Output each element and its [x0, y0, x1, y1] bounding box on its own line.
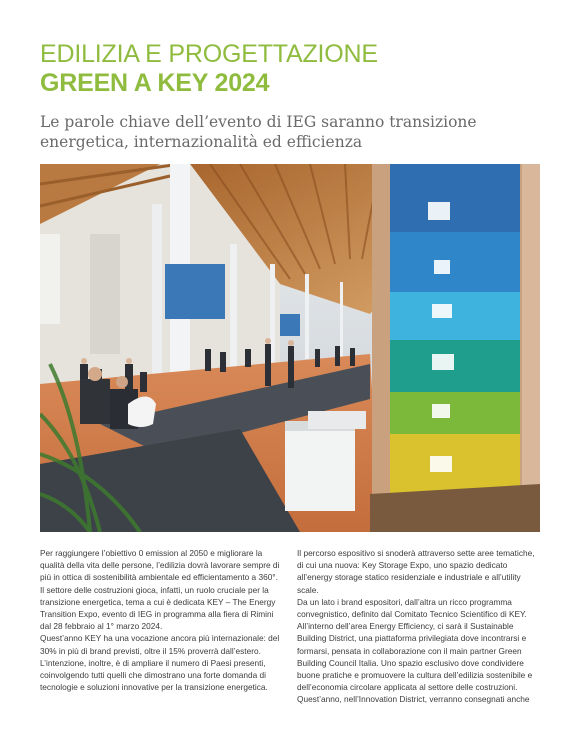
title-line-1: EDILIZIA E PROGETTAZIONE	[40, 40, 378, 68]
expo-hall-photo	[40, 164, 540, 532]
article-subtitle: Le parole chiave dell’evento di IEG saranno transizione energetica, internazionalità ed efficienza	[40, 113, 477, 151]
paragraph: Quest’anno KEY ha una vocazione ancora più internazionale: del 30% in più di brand previsti, oltre il 15% proverrà dall’estero. L’intenzione, inoltre, è di ampliare il numero di Paesi presenti, coinvolgendo tutti quelli che dimostrano una forte domanda di tecnologie e soluzioni innovative per la transizione energetica.	[40, 633, 280, 693]
paragraph: All’interno dell’area Energy Efficiency, ci sarà il Sustainable Building District, una piattaforma privilegiata dove incontrarsi e formarsi, pensata in collaborazione con il main partner Green Building Council Italia. Uno spazio esclusivo dove condividere buone pratiche e promuovere la cultura dell’edilizia sostenibile e dell’economia circolare applicata al settore delle costruzioni.	[297, 621, 533, 693]
paragraph: Quest’anno, nell’Innovation District, verranno consegnati anche	[297, 694, 530, 705]
paragraph: Da un lato i brand espositori, dall’altra un ricco programma convegnistico, definito dal Comitato Tecnico Scientifico di KEY.	[297, 596, 527, 620]
paragraph: Per raggiungere l’obiettivo 0 emission al 2050 e migliorare la qualità della vita delle persone, l’edilizia dovrà lavorare sempre di più in ottica di sostenibilità ambientale ed efficientamento a 360°. Il settore delle costruzioni gioca, infatti, un ruolo cruciale per la transizione energetica, tema a cui è dedicata KEY – The Energy Transition Expo, evento di IEG in programma alla fiera di Rimini dal 28 febbraio al 1° marzo 2024.	[40, 548, 280, 632]
article-title	[40, 40, 560, 98]
body-column-1	[40, 547, 283, 693]
body-column-2	[297, 547, 540, 706]
paragraph: Il percorso espositivo si snoderà attraverso sette aree tematiche, di cui una nuova: Key Storage Expo, uno spazio dedicato all’energy storage statico residenziale e industriale e all’utility scale.	[297, 548, 535, 595]
title-line-2: GREEN A KEY 2024	[40, 69, 270, 97]
